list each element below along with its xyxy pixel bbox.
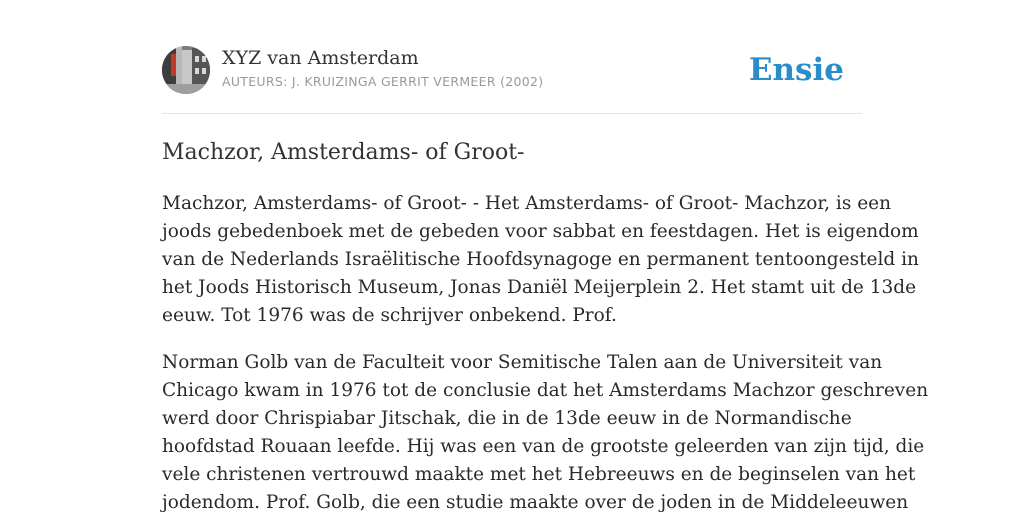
paragraph-2-line: jodendom. Prof. Golb, die een studie maakte over de joden in de Middeleeuwen	[162, 492, 909, 512]
book-title[interactable]: XYZ van Amsterdam	[222, 47, 419, 69]
paragraph-1-line: Machzor, Amsterdams- of Groot- - Het Amsterdams- of Groot- Machzor, is een	[162, 193, 892, 214]
paragraph-2-line: werd door Chrispiabar Jitschak, die in de 13de eeuw in de Normandische	[162, 408, 852, 429]
street-photo-icon	[162, 46, 210, 94]
paragraph-1-line: van de Nederlands Israëlitische Hoofdsynagoge en permanent tentoongesteld in	[162, 249, 919, 270]
paragraph-2-line: vele christenen vertrouwd maakte met het Hebreeuws en de beginselen van het	[162, 464, 916, 485]
paragraph-1-line: joods gebedenboek met de gebeden voor sabbat en feestdagen. Het is eigendom	[162, 221, 919, 242]
entry-title: Machzor, Amsterdams- of Groot-	[162, 140, 525, 165]
paragraph-2-line: hoofdstad Rouaan leefde. Hij was een van de grootste geleerden van zijn tijd, die	[162, 436, 925, 457]
entry-content	[162, 190, 929, 512]
ensie-logo-link[interactable]: Ensie	[748, 52, 844, 88]
header-divider	[162, 113, 862, 114]
paragraph-2-line: Norman Golb van de Faculteit voor Semitische Talen aan de Universiteit van	[162, 352, 883, 373]
paragraph-2-line: Chicago kwam in 1976 tot de conclusie dat het Amsterdams Machzor geschreven	[162, 380, 929, 401]
book-authors: AUTEURS: J. KRUIZINGA GERRIT VERMEER (2002)	[222, 74, 544, 89]
book-header	[162, 46, 862, 96]
paragraph-1-line: eeuw. Tot 1976 was de schrijver onbekend. Prof.	[162, 305, 617, 326]
book-cover-avatar[interactable]	[162, 46, 210, 94]
paragraph-2	[162, 349, 929, 512]
paragraph-1	[162, 190, 919, 330]
paragraph-1-line: het Joods Historisch Museum, Jonas Daniël Meijerplein 2. Het stamt uit de 13de	[162, 277, 917, 298]
